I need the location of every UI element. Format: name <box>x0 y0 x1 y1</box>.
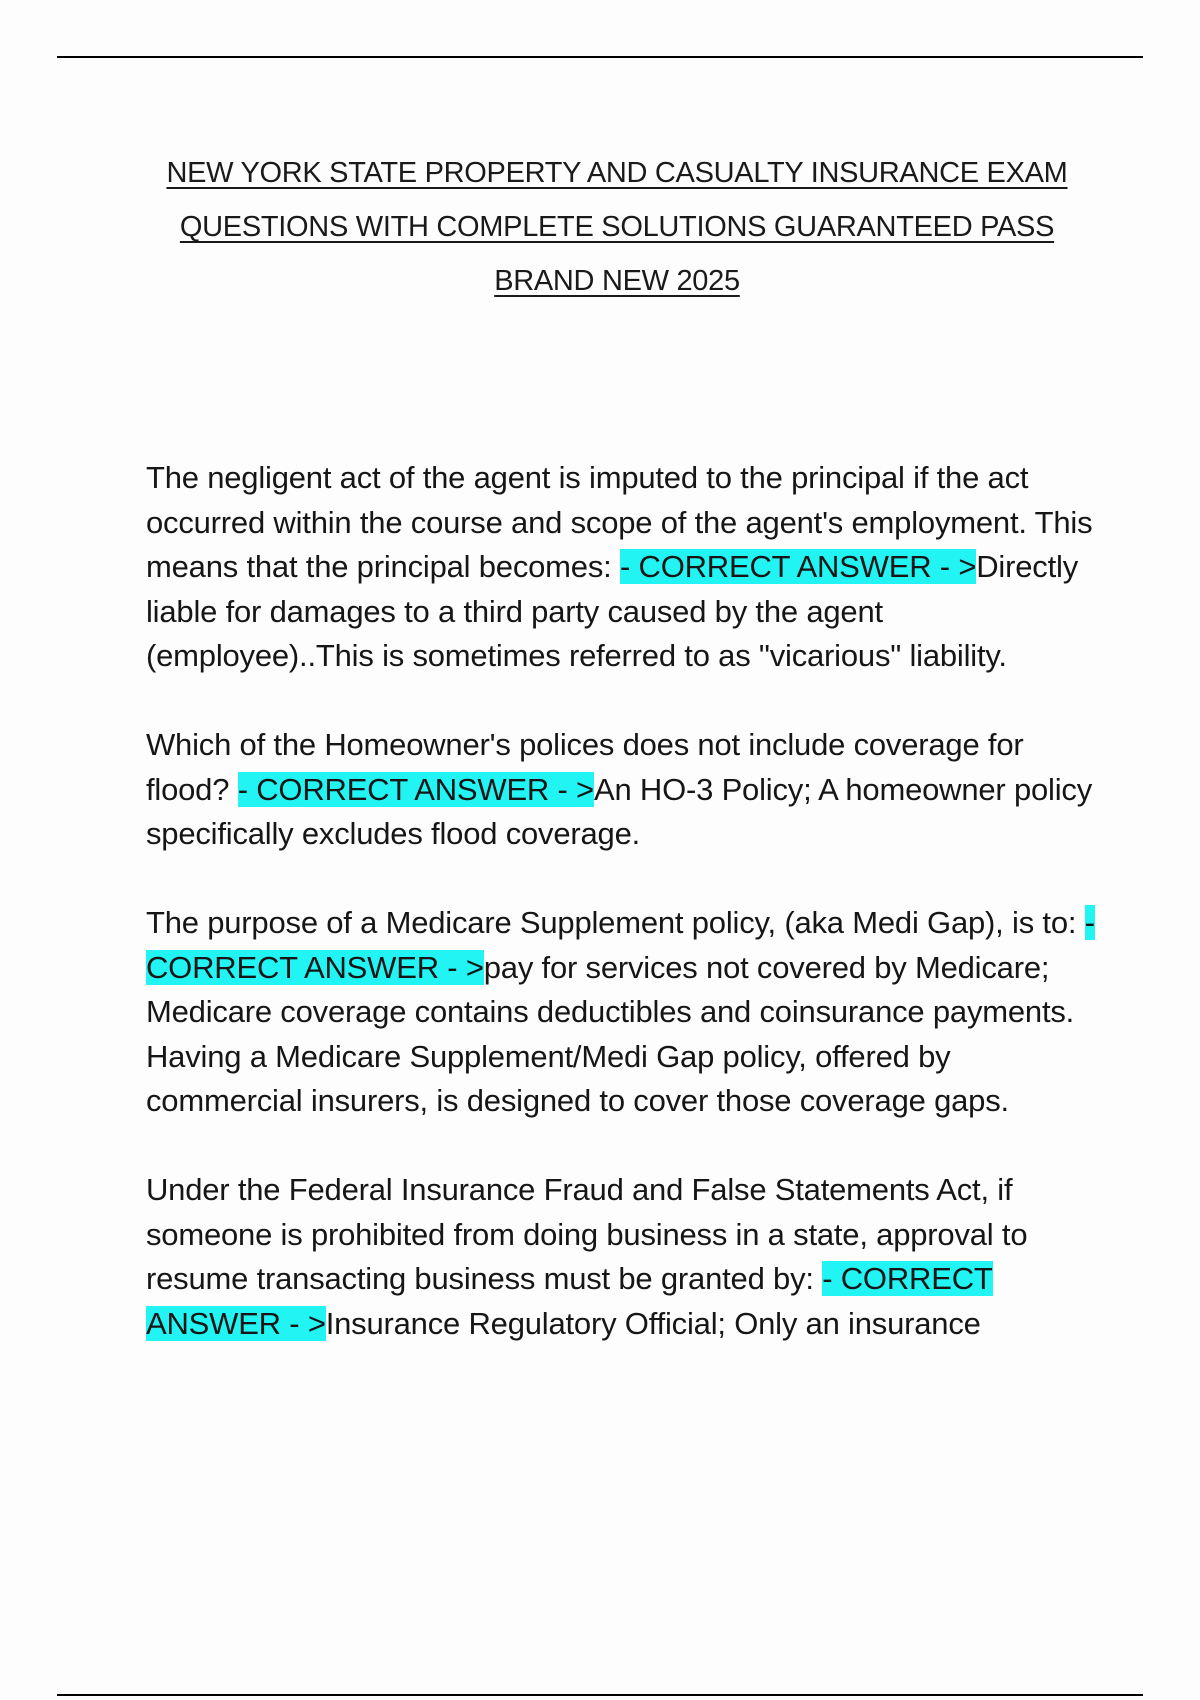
title-line-2: QUESTIONS WITH COMPLETE SOLUTIONS GUARANTEED PASS <box>179 211 1055 243</box>
document-title <box>100 146 1134 308</box>
qa-list <box>146 456 1096 1391</box>
qa-item-2 <box>146 723 1096 857</box>
title-line-3: BRAND NEW 2025 <box>494 265 740 297</box>
question-text: The purpose of a Medicare Supplement policy, (aka Medi Gap), is to: <box>146 905 1085 940</box>
correct-answer-marker: - CORRECT ANSWER - > <box>146 905 1095 985</box>
bottom-rule <box>57 1694 1143 1696</box>
top-rule <box>57 56 1143 58</box>
title-line-1: NEW YORK STATE PROPERTY AND CASUALTY INSURANCE EXAM <box>166 157 1068 189</box>
correct-answer-marker: - CORRECT ANSWER - > <box>619 549 977 584</box>
answer-text: pay for services not covered by Medicare; Medicare coverage contains deductibles and coinsurance payments. Having a Medicare Supplement/Medi Gap policy, offered by commercial insurers, is designed to cover those coverage gaps. <box>146 949 1075 1118</box>
answer-text: Directly liable for damages to a third party caused by the agent (employee)..This is sometimes referred to as "vicarious" liability. <box>146 549 1078 673</box>
question-text: Under the Federal Insurance Fraud and False Statements Act, if someone is prohibited from doing business in a state, approval to resume transacting business must be granted by: <box>146 1172 1028 1296</box>
question-text: The negligent act of the agent is imputed to the principal if the act occurred within the course and scope of the agent's employment. This means that the principal becomes: <box>146 460 1093 584</box>
answer-text: Insurance Regulatory Official; Only an insurance <box>325 1305 981 1341</box>
correct-answer-marker: - CORRECT ANSWER - > <box>237 771 594 807</box>
answer-text: An HO-3 Policy; A homeowner policy specifically excludes flood coverage. <box>146 771 1093 851</box>
qa-item-3 <box>146 901 1096 1124</box>
qa-item-4 <box>146 1168 1096 1346</box>
qa-item-1 <box>146 456 1096 679</box>
correct-answer-marker: - CORRECT ANSWER - > <box>146 1261 993 1341</box>
question-text: Which of the Homeowner's polices does not include coverage for flood? <box>146 727 1024 807</box>
